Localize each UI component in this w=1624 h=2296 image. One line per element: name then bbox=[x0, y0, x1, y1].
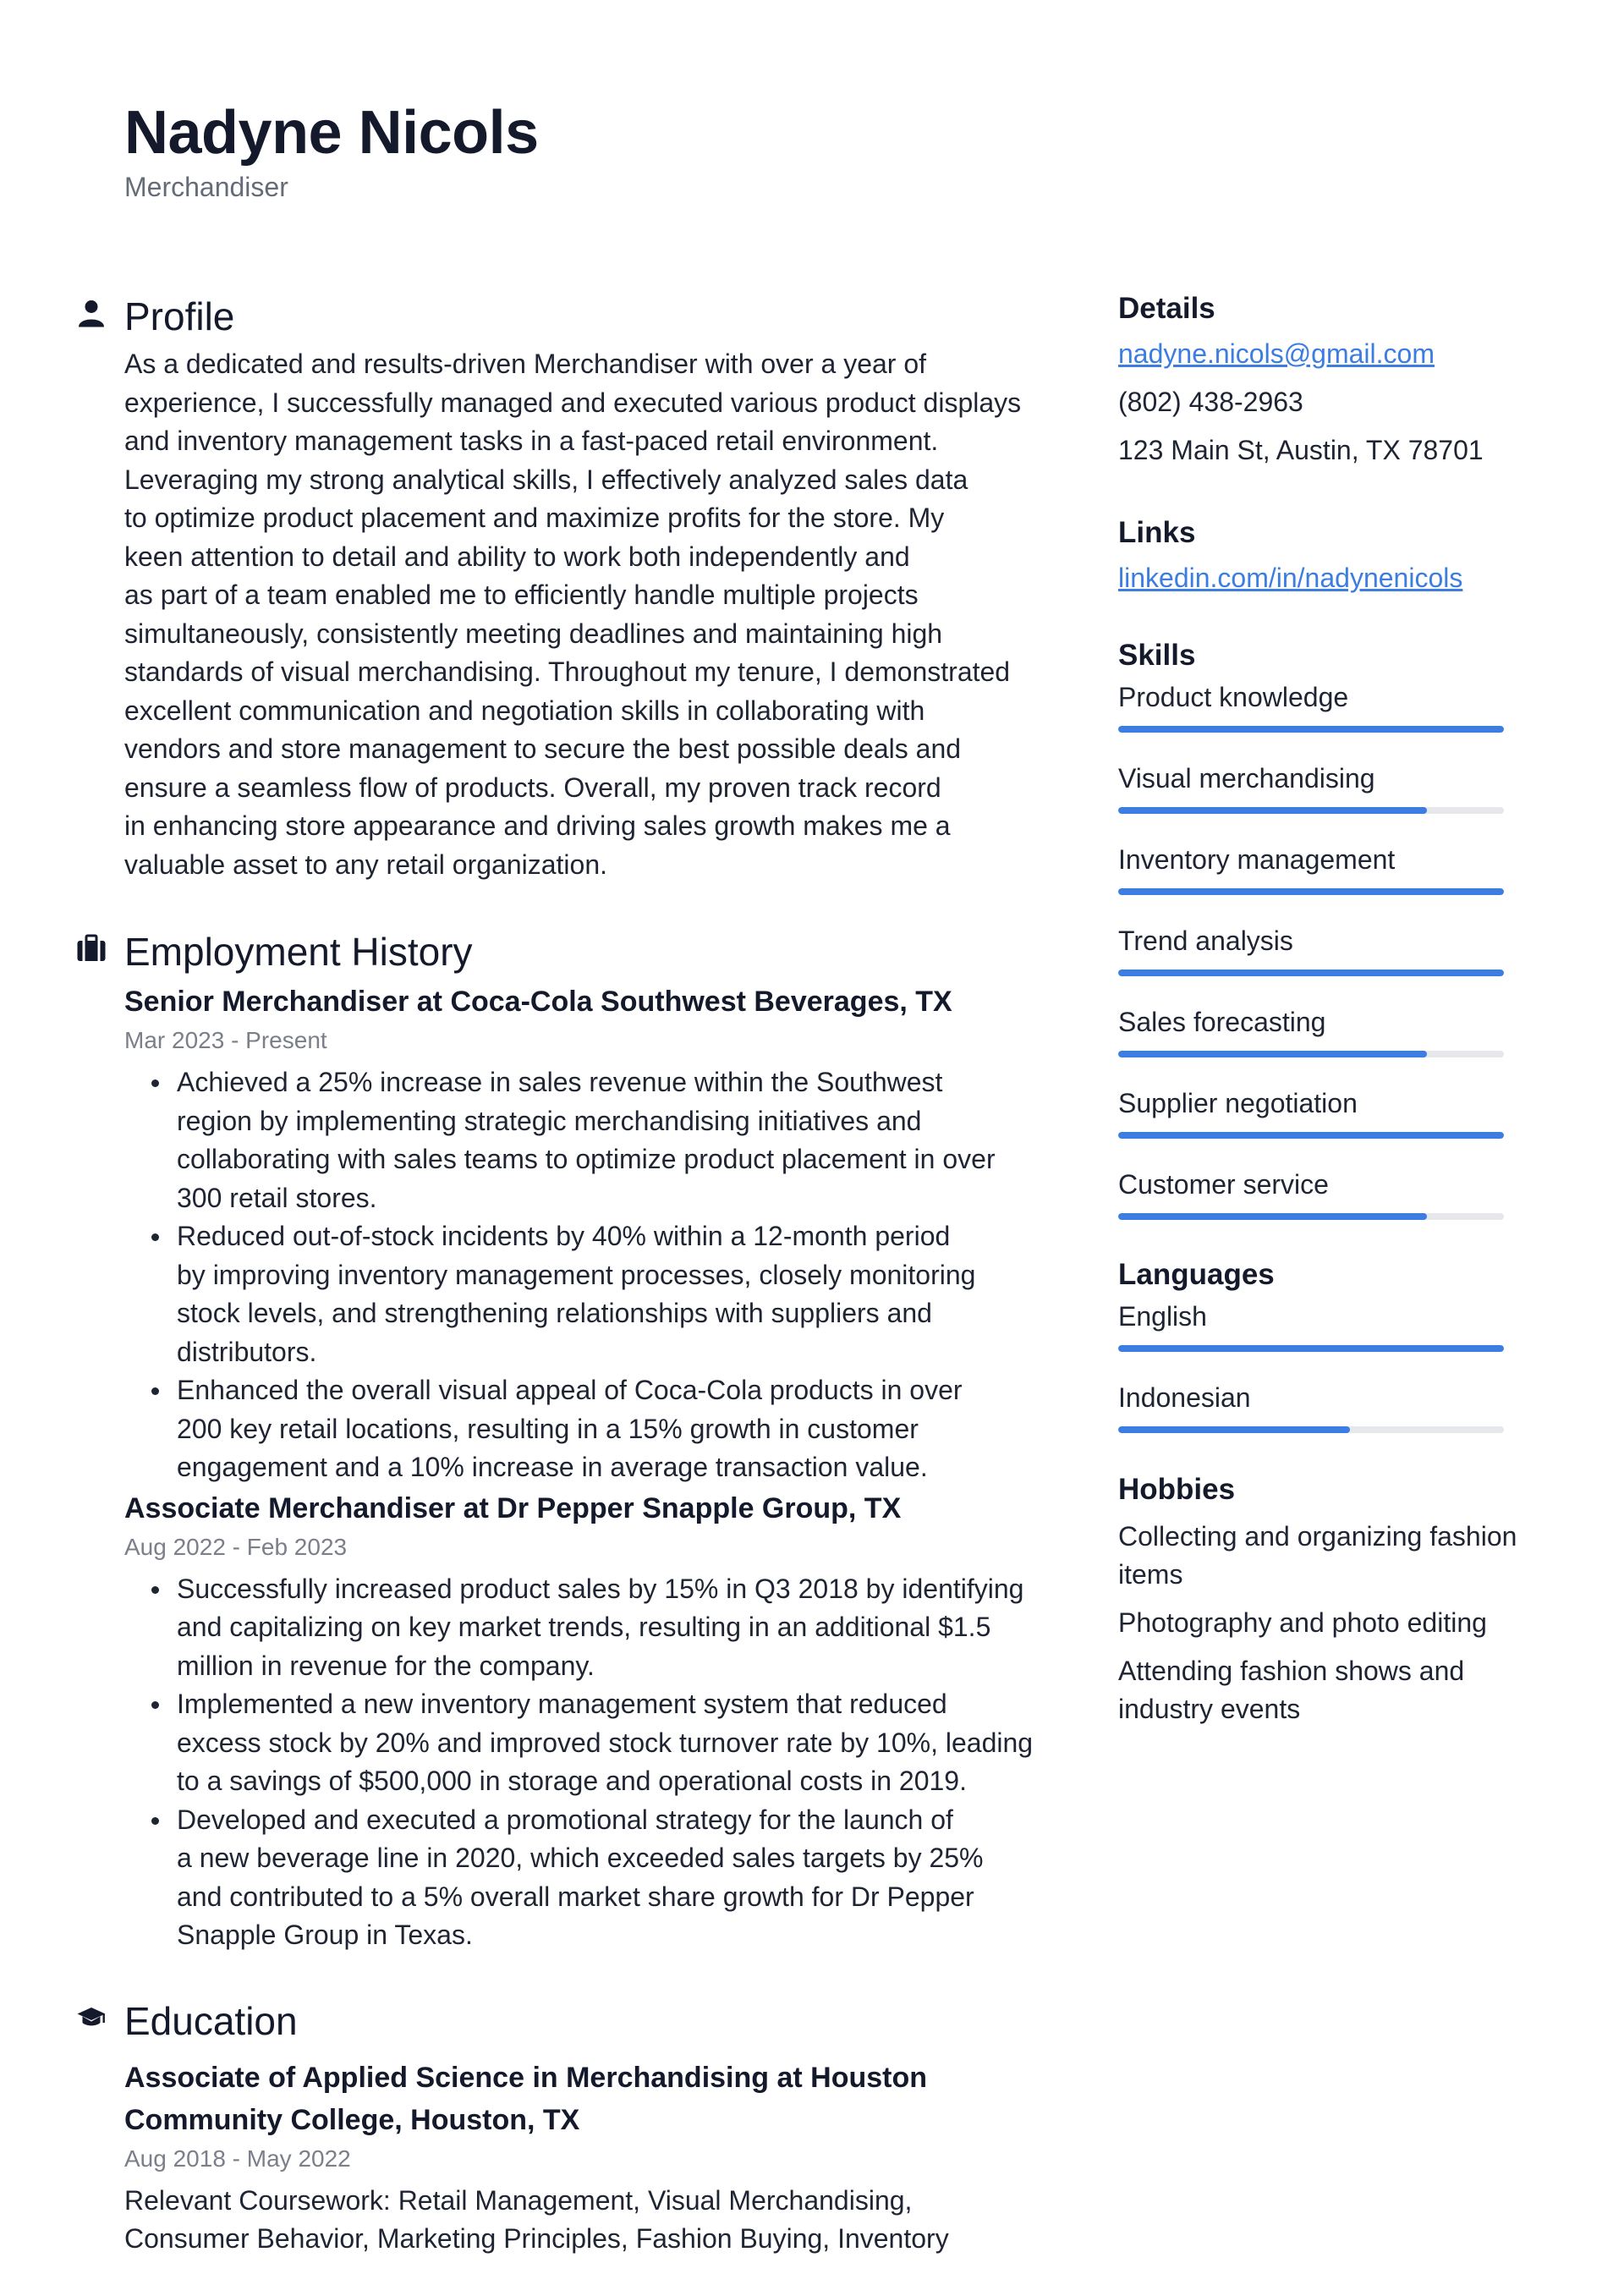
sidebar bbox=[1118, 288, 1541, 1738]
skill-label: Supplier negotiation bbox=[1118, 1088, 1358, 1118]
hobby-line: Attending fashion shows and bbox=[1118, 1656, 1465, 1686]
achievement-line: a new beverage line in 2020, which exceeded sales targets by 25% bbox=[177, 1843, 984, 1873]
education-date: Aug 2018 - May 2022 bbox=[124, 2145, 351, 2172]
skill-item bbox=[1118, 1002, 1504, 1057]
language-label: English bbox=[1118, 1301, 1207, 1332]
candidate-title: Merchandiser bbox=[124, 172, 288, 203]
languages-list bbox=[1118, 1296, 1541, 1433]
employment-heading: Employment History bbox=[124, 930, 473, 974]
skill-item bbox=[1118, 839, 1504, 895]
language-level-bar bbox=[1118, 1345, 1504, 1352]
achievement-line: by improving inventory management processes, closely monitoring bbox=[177, 1259, 976, 1290]
links-section bbox=[1118, 512, 1541, 602]
profile-line: in enhancing store appearance and driving sales growth makes me a bbox=[124, 810, 951, 841]
skill-level-fill bbox=[1118, 807, 1427, 814]
skill-level-bar bbox=[1118, 807, 1504, 814]
profile-line: as part of a team enabled me to efficiently handle multiple projects bbox=[124, 579, 919, 610]
skill-label: Inventory management bbox=[1118, 844, 1396, 875]
skill-level-bar bbox=[1118, 1132, 1504, 1139]
achievement-line: and contributed to a 5% overall market share growth for Dr Pepper bbox=[177, 1881, 974, 1912]
degree-title bbox=[124, 2057, 1040, 2141]
achievement-line: to a savings of $500,000 in storage and operational costs in 2019. bbox=[177, 1766, 967, 1796]
profile-line: experience, I successfully managed and executed various product displays bbox=[124, 387, 1022, 418]
profile-line: As a dedicated and results-driven Merchandiser with over a year of bbox=[124, 349, 927, 379]
languages-heading: Languages bbox=[1118, 1258, 1275, 1291]
skills-section bbox=[1118, 634, 1541, 1220]
job-achievements bbox=[124, 1570, 1040, 1955]
skill-level-bar bbox=[1118, 726, 1504, 733]
candidate-name: Nadyne Nicols bbox=[124, 99, 539, 167]
profile-heading: Profile bbox=[124, 294, 235, 338]
profile-line: ensure a seamless flow of products. Overall, my proven track record bbox=[124, 772, 941, 803]
skill-item bbox=[1118, 677, 1504, 733]
job-entry bbox=[124, 1487, 1040, 1955]
achievement-line: 200 key retail locations, resulting in a 15% growth in customer bbox=[177, 1413, 919, 1444]
job-entry bbox=[124, 980, 1040, 1487]
employment-section bbox=[76, 923, 1040, 1955]
profile-line: keen attention to detail and ability to work both independently and bbox=[124, 541, 910, 572]
person-icon bbox=[76, 298, 107, 328]
briefcase-icon bbox=[76, 933, 107, 964]
profile-line: and inventory management tasks in a fast-paced retail environment. bbox=[124, 426, 939, 456]
achievement-line: stock levels, and strengthening relationships with suppliers and bbox=[177, 1298, 932, 1328]
achievement-item bbox=[177, 1063, 1040, 1217]
achievement-line: Reduced out-of-stock incidents by 40% within a 12-month period bbox=[177, 1221, 951, 1251]
achievement-line: Implemented a new inventory management system that reduced bbox=[177, 1689, 947, 1719]
hobby-line: industry events bbox=[1118, 1694, 1301, 1724]
job-date: Mar 2023 - Present bbox=[124, 1027, 327, 1053]
skills-heading: Skills bbox=[1118, 639, 1196, 672]
achievement-line: Achieved a 25% increase in sales revenue within the Southwest bbox=[177, 1067, 943, 1097]
skill-label: Trend analysis bbox=[1118, 926, 1293, 956]
achievement-line: excess stock by 20% and improved stock turnover rate by 10%, leading bbox=[177, 1727, 1034, 1758]
achievement-item bbox=[177, 1371, 1040, 1487]
degree-title-line: Community College, Houston, TX bbox=[124, 2103, 580, 2136]
profile-line: vendors and store management to secure the best possible deals and bbox=[124, 733, 962, 764]
achievement-item bbox=[177, 1801, 1040, 1955]
education-heading: Education bbox=[124, 1998, 298, 2043]
profile-line: standards of visual merchandising. Throughout my tenure, I demonstrated bbox=[124, 656, 1011, 687]
main-column bbox=[76, 288, 1040, 2259]
achievement-line: Enhanced the overall visual appeal of Coca-Cola products in over bbox=[177, 1375, 963, 1405]
achievement-line: Developed and executed a promotional strategy for the launch of bbox=[177, 1804, 953, 1835]
skill-item bbox=[1118, 1083, 1504, 1139]
achievement-item bbox=[177, 1570, 1040, 1686]
coursework-line: Relevant Coursework: Retail Management, Visual Merchandising, bbox=[124, 2184, 913, 2216]
coursework bbox=[124, 2182, 1040, 2259]
achievement-line: engagement and a 10% increase in average transaction value. bbox=[177, 1452, 928, 1482]
education-section bbox=[76, 1992, 1040, 2259]
address: 123 Main St, Austin, TX 78701 bbox=[1118, 435, 1484, 465]
skill-level-bar bbox=[1118, 1051, 1504, 1057]
achievement-item bbox=[177, 1685, 1040, 1801]
achievement-line: Successfully increased product sales by 15% in Q3 2018 by identifying bbox=[177, 1573, 1024, 1604]
job-title: Senior Merchandiser at Coca-Cola Southwest Beverages, TX bbox=[124, 986, 952, 1018]
language-level-fill bbox=[1118, 1345, 1504, 1352]
skill-level-fill bbox=[1118, 1213, 1427, 1220]
skill-level-fill bbox=[1118, 888, 1504, 895]
profile-line: Leveraging my strong analytical skills, I effectively analyzed sales data bbox=[124, 464, 968, 495]
job-title: Associate Merchandiser at Dr Pepper Snapple Group, TX bbox=[124, 1491, 902, 1524]
skill-level-fill bbox=[1118, 1051, 1427, 1057]
resume-header bbox=[124, 100, 539, 203]
achievement-line: distributors. bbox=[177, 1336, 317, 1367]
achievement-line: Snapple Group in Texas. bbox=[177, 1920, 473, 1950]
skill-label: Product knowledge bbox=[1118, 682, 1349, 712]
skill-item bbox=[1118, 758, 1504, 814]
email-link[interactable]: nadyne.nicols@gmail.com bbox=[1118, 338, 1435, 369]
hobby-item bbox=[1118, 1652, 1541, 1728]
language-level-bar bbox=[1118, 1426, 1504, 1433]
achievement-line: region by implementing strategic merchandising initiatives and bbox=[177, 1105, 922, 1136]
skill-level-fill bbox=[1118, 726, 1504, 733]
languages-section bbox=[1118, 1254, 1541, 1433]
job-date: Aug 2022 - Feb 2023 bbox=[124, 1533, 348, 1560]
profile-line: to optimize product placement and maximize profits for the store. My bbox=[124, 503, 945, 533]
achievement-line: and capitalizing on key market trends, resulting in an additional $1.5 bbox=[177, 1612, 991, 1642]
hobby-item bbox=[1118, 1518, 1541, 1594]
profile-section bbox=[76, 288, 1040, 884]
graduation-cap-icon bbox=[76, 2002, 107, 2033]
achievement-item bbox=[177, 1217, 1040, 1371]
skill-level-fill bbox=[1118, 969, 1504, 976]
hobby-item bbox=[1118, 1604, 1541, 1642]
coursework-line: Consumer Behavior, Marketing Principles, Fashion Buying, Inventory bbox=[124, 2223, 949, 2254]
achievement-line: collaborating with sales teams to optimize product placement in over bbox=[177, 1144, 996, 1174]
language-item bbox=[1118, 1296, 1504, 1352]
skill-label: Customer service bbox=[1118, 1169, 1329, 1200]
job-achievements bbox=[124, 1063, 1040, 1487]
skill-level-bar bbox=[1118, 1213, 1504, 1220]
skill-level-bar bbox=[1118, 888, 1504, 895]
skill-label: Sales forecasting bbox=[1118, 1007, 1326, 1037]
language-label: Indonesian bbox=[1118, 1382, 1251, 1413]
profile-line: excellent communication and negotiation skills in collaborating with bbox=[124, 695, 925, 726]
profile-line: valuable asset to any retail organization. bbox=[124, 849, 608, 880]
details-section bbox=[1118, 288, 1541, 475]
degree-title-line: Associate of Applied Science in Merchandising at Houston bbox=[124, 2061, 928, 2094]
profile-summary bbox=[124, 345, 1040, 884]
hobby-line: Photography and photo editing bbox=[1118, 1607, 1487, 1638]
details-heading: Details bbox=[1118, 292, 1215, 325]
skill-item bbox=[1118, 1164, 1504, 1220]
achievement-line: million in revenue for the company. bbox=[177, 1650, 595, 1681]
hobby-line: Collecting and organizing fashion bbox=[1118, 1521, 1517, 1552]
profile-line: simultaneously, consistently meeting deadlines and maintaining high bbox=[124, 618, 943, 649]
achievement-line: 300 retail stores. bbox=[177, 1182, 377, 1213]
skill-level-bar bbox=[1118, 969, 1504, 976]
skill-label: Visual merchandising bbox=[1118, 763, 1375, 794]
language-level-fill bbox=[1118, 1426, 1350, 1433]
links-heading: Links bbox=[1118, 516, 1196, 549]
hobbies-heading: Hobbies bbox=[1118, 1473, 1236, 1506]
language-item bbox=[1118, 1377, 1504, 1433]
phone-number: (802) 438-2963 bbox=[1118, 387, 1303, 417]
linkedin-link[interactable]: linkedin.com/in/nadynenicols bbox=[1118, 563, 1463, 593]
hobby-line: items bbox=[1118, 1559, 1183, 1590]
hobbies-section bbox=[1118, 1469, 1541, 1728]
skill-level-fill bbox=[1118, 1132, 1504, 1139]
skills-list bbox=[1118, 677, 1541, 1220]
skill-item bbox=[1118, 920, 1504, 976]
